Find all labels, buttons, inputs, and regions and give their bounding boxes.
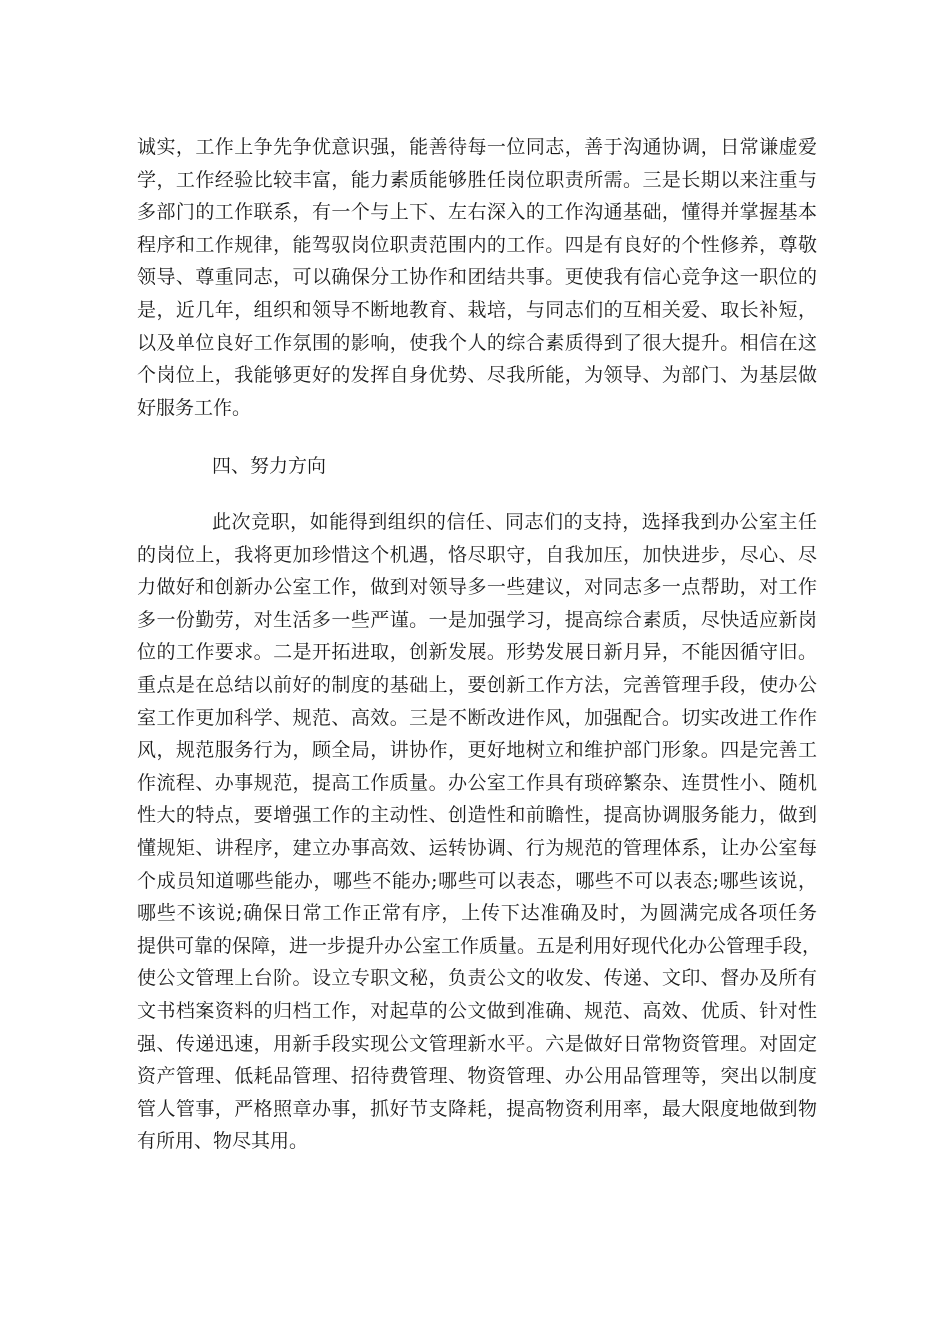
text-line: 室工作更加科学、规范、高效。三是不断改进作风，加强配合。切实改进工作作 [137, 706, 817, 729]
text-line: 的岗位上，我将更加珍惜这个机遇，恪尽职守，自我加压，加快进步，尽心、尽 [137, 543, 817, 566]
text-line: 学，工作经验比较丰富，能力素质能够胜任岗位职责所需。三是长期以来注重与 [137, 168, 817, 191]
text-line: 以及单位良好工作氛围的影响，使我个人的综合素质得到了很大提升。相信在这 [137, 331, 817, 354]
text-line: 多部门的工作联系，有一个与上下、左右深入的工作沟通基础，懂得并掌握基本 [137, 201, 817, 224]
text-line: 使公文管理上台阶。设立专职文秘，负责公文的收发、传递、文印、督办及所有 [137, 967, 817, 990]
text-line: 重点是在总结以前好的制度的基础上，要创新工作方法，完善管理手段，使办公 [137, 673, 817, 696]
paragraph-continued [137, 131, 817, 424]
text-line: 提供可靠的保障，进一步提升办公室工作质量。五是利用好现代化办公管理手段， [137, 934, 822, 957]
text-line: 资产管理、低耗品管理、招待费管理、物资管理、办公用品管理等，突出以制度 [137, 1065, 817, 1088]
section-heading-text: 四、努力方向 [212, 455, 327, 477]
text-line: 管人管事，严格照章办事，抓好节支降耗，提高物资利用率，最大限度地做到物 [137, 1097, 817, 1120]
text-line: 此次竞职，如能得到组织的信任、同志们的支持，选择我到办公室主任 [212, 511, 817, 533]
text-line: 文书档案资料的归档工作，对起草的公文做到准确、规范、高效、优质、针对性 [137, 999, 817, 1022]
text-line: 个成员知道哪些能办，哪些不能办;哪些可以表态，哪些不可以表态;哪些该说， [137, 869, 817, 892]
paragraph-effort-direction [137, 506, 822, 1158]
text-line: 有所用、物尽其用。 [137, 1130, 309, 1153]
text-line: 力做好和创新办公室工作，做到对领导多一些建议，对同志多一点帮助，对工作 [137, 576, 817, 599]
text-line: 风，规范服务行为，顾全局，讲协作，更好地树立和维护部门形象。四是完善工 [137, 739, 817, 762]
text-line: 个岗位上，我能够更好的发挥自身优势、尽我所能，为领导、为部门、为基层做 [137, 364, 817, 387]
text-line: 强、传递迅速，用新手段实现公文管理新水平。六是做好日常物资管理。对固定 [137, 1032, 817, 1055]
text-line: 多一份勤劳，对生活多一些严谨。一是加强学习，提高综合素质，尽快适应新岗 [137, 608, 817, 631]
text-line: 是，近几年，组织和领导不断地教育、栽培，与同志们的互相关爱、取长补短， [137, 298, 817, 321]
text-line: 程序和工作规律，能驾驭岗位职责范围内的工作。四是有良好的个性修养，尊敬 [137, 233, 817, 256]
text-line: 懂规矩、讲程序，建立办事高效、运转协调、行为规范的管理体系，让办公室每 [137, 836, 817, 859]
text-line: 作流程、办事规范，提高工作质量。办公室工作具有琐碎繁杂、连贯性小、随机 [137, 771, 817, 794]
text-line: 位的工作要求。二是开拓进取，创新发展。形势发展日新月异，不能因循守旧。 [137, 641, 817, 664]
text-line: 领导、尊重同志，可以确保分工协作和团结共事。更使我有信心竞争这一职位的 [137, 266, 817, 289]
text-line: 性大的特点，要增强工作的主动性、创造性和前瞻性，提高协调服务能力，做到 [137, 804, 817, 827]
text-line: 好服务工作。 [137, 396, 252, 419]
text-line: 哪些不该说;确保日常工作正常有序，上传下达准确及时，为圆满完成各项任务 [137, 902, 817, 925]
section-heading [212, 450, 612, 483]
text-line: 诚实，工作上争先争优意识强，能善待每一位同志，善于沟通协调，日常谦虚爱 [137, 136, 817, 158]
